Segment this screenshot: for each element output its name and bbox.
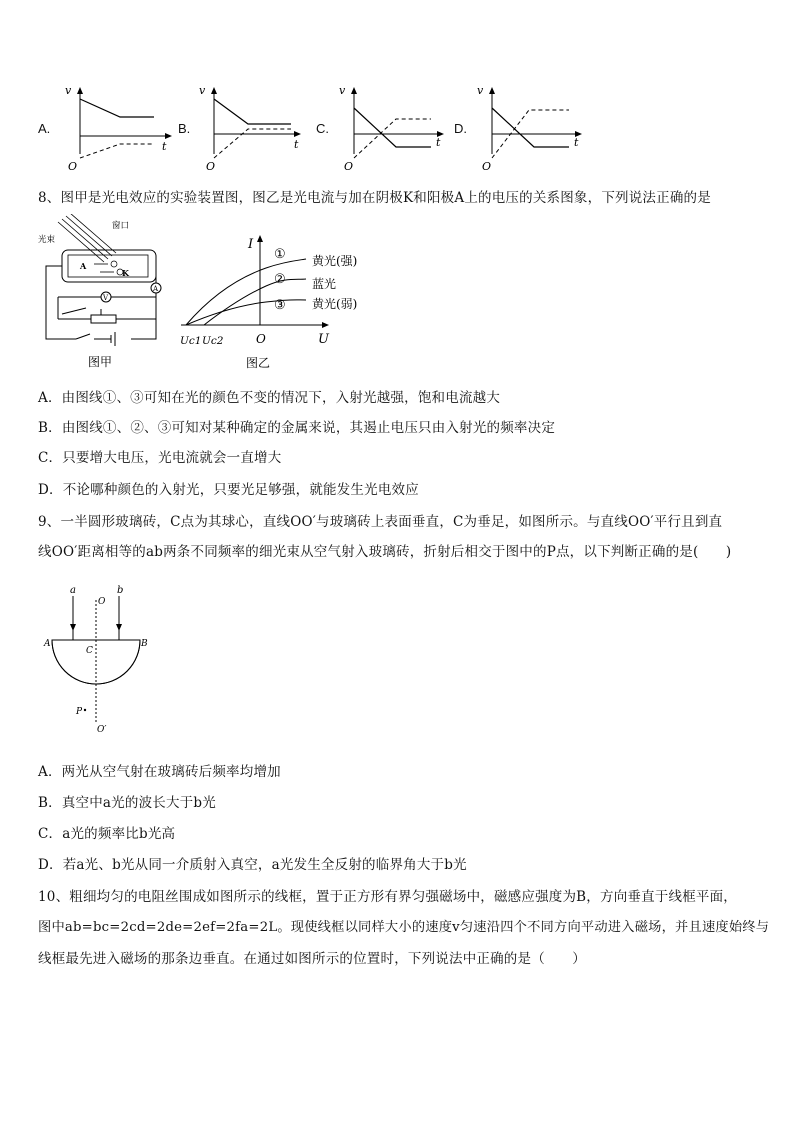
q8-figure-yi bbox=[176, 230, 376, 376]
axis-t-label: t bbox=[294, 138, 299, 151]
q9-option-a: A．两光从空气射在玻璃砖后频率均增加 bbox=[38, 764, 281, 780]
point-o-label: O bbox=[98, 597, 106, 607]
window-label: 窗口 bbox=[112, 221, 130, 231]
axis-t-label: t bbox=[162, 140, 167, 153]
q7-option-c-letter: C. bbox=[316, 121, 329, 136]
axis-t-label: t bbox=[574, 136, 579, 149]
axis-v-label: v bbox=[339, 84, 346, 97]
curve-2-label: 蓝光 bbox=[312, 277, 337, 291]
q10-stem-line-1: 10、粗细均匀的电阻丝围成如图所示的线框，置于正方形有界匀强磁场中，磁感应强度为B，方向垂直于线框平面， bbox=[38, 889, 737, 905]
q9-stem-line-2: 线OO′距离相等的ab两条不同频率的细光束从空气射入玻璃砖，折射后相交于图中的P点，以下判断正确的是( ) bbox=[38, 544, 732, 560]
light-beam-label: 光束 bbox=[38, 235, 56, 245]
point-o-prime-label: O′ bbox=[97, 725, 107, 735]
q8-option-d: D．不论哪种颜色的入射光，只要光足够强，就能发生光电效应 bbox=[38, 482, 419, 498]
q10-stem-line-3: 线框最先进入磁场的那条边垂直。在通过如图所示的位置时，下列说法中正确的是（ ） bbox=[38, 951, 586, 967]
q8-option-c: C．只要增大电压，光电流就会一直增大 bbox=[38, 450, 282, 466]
origin-label: O bbox=[482, 160, 492, 173]
q7-graph-a bbox=[62, 82, 180, 174]
voltmeter-label: V bbox=[103, 294, 109, 302]
axis-i-label: I bbox=[248, 237, 254, 252]
figure-jia-caption: 图甲 bbox=[88, 355, 113, 369]
origin-label: O bbox=[256, 332, 266, 346]
q8-option-b: B．由图线①、②、③可知对某种确定的金属来说，其遏止电压只由入射光的频率决定 bbox=[38, 420, 556, 436]
cathode-label: K bbox=[122, 268, 129, 278]
q9-option-d: D．若a光、b光从同一介质射入真空，a光发生全反射的临界角大于b光 bbox=[38, 857, 467, 873]
q10-stem-line-2: 图中ab=bc=2cd=2de=2ef=2fa=2L。现使线框以同样大小的速度v匀速沿四个不同方向平动进入磁场，并且速度始终与 bbox=[38, 920, 770, 935]
q7-graph-c bbox=[336, 82, 454, 174]
ray-a-label: a bbox=[70, 585, 76, 596]
origin-label: O bbox=[68, 160, 78, 173]
q7-option-b-letter: B. bbox=[178, 121, 191, 136]
q8-option-a: A．由图线①、③可知在光的颜色不变的情况下，入射光越强，饱和电流越大 bbox=[38, 390, 501, 406]
axis-t-label: t bbox=[436, 136, 441, 149]
q9-figure bbox=[40, 582, 160, 742]
curve-1-label: 黄光(强) bbox=[312, 254, 358, 268]
origin-label: O bbox=[344, 160, 354, 173]
origin-label: O bbox=[206, 160, 216, 173]
curve-2-mark: ② bbox=[274, 272, 286, 287]
q9-option-c: C．a光的频率比b光高 bbox=[38, 826, 176, 842]
ammeter-label: A bbox=[153, 285, 159, 293]
curve-1-mark: ① bbox=[274, 247, 286, 262]
axis-v-label: v bbox=[199, 84, 206, 97]
q8-figure-jia bbox=[36, 214, 171, 374]
ray-b-label: b bbox=[117, 585, 124, 596]
uc2-label: Uc2 bbox=[202, 335, 224, 347]
curve-3-mark: ③ bbox=[274, 298, 286, 313]
axis-v-label: v bbox=[65, 84, 72, 97]
uc1-label: Uc1 bbox=[180, 335, 202, 347]
point-b-label: B bbox=[141, 639, 148, 649]
q7-graph-d bbox=[474, 82, 592, 174]
q9-stem-line-1: 9、一半圆形玻璃砖，C点为其球心，直线OO′与玻璃砖上表面垂直，C为垂足，如图所示。与直线OO′平行且到直 bbox=[38, 514, 723, 530]
axis-u-label: U bbox=[318, 332, 329, 347]
point-a-label: A bbox=[44, 639, 51, 649]
figure-yi-caption: 图乙 bbox=[246, 356, 271, 370]
point-p-label: P bbox=[76, 707, 83, 717]
q8-stem: 8、图甲是光电效应的实验装置图，图乙是光电流与加在阴极K和阳极A上的电压的关系图象，下列说法正确的是 bbox=[38, 190, 711, 206]
q7-option-d-letter: D. bbox=[454, 121, 467, 136]
point-c-label: C bbox=[86, 646, 93, 656]
q7-option-a-letter: A. bbox=[38, 121, 51, 136]
q7-graph-b bbox=[196, 82, 314, 174]
anode-label: A bbox=[80, 261, 87, 271]
axis-v-label: v bbox=[477, 84, 484, 97]
curve-3-label: 黄光(弱) bbox=[312, 297, 358, 311]
q9-option-b: B．真空中a光的波长大于b光 bbox=[38, 795, 216, 811]
